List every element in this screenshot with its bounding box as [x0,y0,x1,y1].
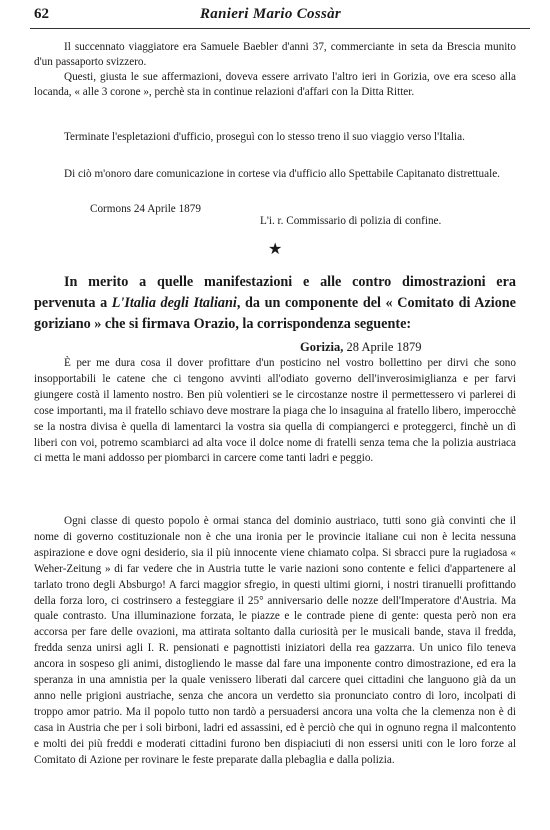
page-number: 62 [34,6,49,22]
letter-paragraph-1: È per me dura cosa il dover profittare d'un posticino nel vostro bollettino per dirvi che sono insopportabili le catene che ci tengono avvinti all'odiato governo dell'inverosimiglianza e per farvi giungere costà il lamento nostro. Ben più volentieri se le circostanze nostre il permettessero vi parlerei di cose importanti, ma il fratello schiavo deve mostrare la piaga che lo insaguina al fratello libero, imperocchè se la nostra divisa è quella di lamentarci la vostra sia quella di compiangerci e proteggerci, finchè un dì liberi con voi, potremo scambiarci ad alta voce il dolce nome di fratelli senza tema che la polizia austriaca ci metta le mani addosso per piombarci in carcere come tanti ladri e peggio. [34,357,516,465]
report-signature: L'i. r. Commissario di polizia di confine. [260,215,442,227]
report-paragraph-3: Terminate l'espletazioni d'ufficio, proseguì con lo stesso treno il suo viaggio verso l'Italia. [64,131,465,143]
page-header [0,6,550,28]
intro-paragraph [34,272,516,335]
intro-text-1: In merito a quelle manifestazioni e alle contro dimostrazioni era pervenuta a [34,274,516,311]
letter-date: 28 Aprile 1879 [346,340,422,354]
letter-dateline [300,340,422,355]
report-paragraph-4: Di ciò m'onoro dare comunicazione in cortese via d'ufficio allo Spettabile Capitanato distrettuale. [64,168,500,180]
journal-title: L'Italia degli Italiani [111,295,237,311]
intro-text-2: , da un componente del « Comitato di Azione goriziano » che si firmava Orazio, la corrispondenza seguente: [34,295,516,332]
report-paragraph-2: Questi, giusta le sue affermazioni, doveva essere arrivato l'altro ieri in Gorizia, ove era sceso alla locanda, « alle 3 corone », perchè sta in continue relazioni d'affari con la Ditta Ritter. [34,71,516,98]
header-rule [30,28,530,29]
running-title: Ranieri Mario Cossàr [200,6,342,22]
report-place-date: Cormons 24 Aprile 1879 [90,203,201,215]
letter-place: Gorizia, [300,340,344,354]
section-separator-star: ★ [268,241,283,258]
letter-paragraph-2: Ogni classe di questo popolo è ormai stanca del dominio austriaco, tutti sono già convinti che il nome di governo costituzionale non è che una ironia per le provincie italiane cui non è lecita nessuna aspirazione e dove ogni desiderio, sia il più innocente viene chiamato colpa. Si sbracci pure la rugiadosa « Weher-Zeitung » di far vedere che in Austria tutte le varie nazioni sono contente e felici d'appartenere al tarlato trono degli Absburgo! A farci maggior sfregio, in questi ultimi giorni, i nostri tiranuelli profittando della forza loro, ci costrinsero a festeggiare il 25° anniversario delle nozze dell'Imperatore d'Austria. Ma quale contrasto. Una illuminazione forzata, le piazze e le contrade piene di gente: questa però non era accorsa per fare delle ovazioni, ma attirata soltanto dalla curiosità per le musicali bande, stava il fredda, fredda senza unirsi agli I. R. pensionati e pagnottisti iniziatori della rea gazzarra. Un unico filo teneva ancora in sospeso gli animi, distogliendo le masse dal fare una imponente contro dimostrazione, ed era la speranza in una amnistia per la quale venissero liberati dal carcere quei cittadini che languono già da un anno nelle prigioni austriache, senza che ancora un verdetto sia pronunciato contro di loro, incolpati di troppo amor patrio. Ma il popolo tutto non tardò a persuadersi ancora una volta che la clemenza non è di casa in Austria che per i soli birboni, ladri ed assassini, ed è perciò che qui in ognuno regna il malcontento e molti dei più freddi e moderati cittadini furono ben dispiaciuti di non essersi uniti con le loro forze al Comitato di Azione per rovinare le feste preparate dalla plebaglia e dalla polizia. [34,515,516,766]
report-paragraph-1: Il succennato viaggiatore era Samuele Baebler d'anni 37, commerciante in seta da Brescia munito d'un passaporto svizzero. [34,41,516,68]
